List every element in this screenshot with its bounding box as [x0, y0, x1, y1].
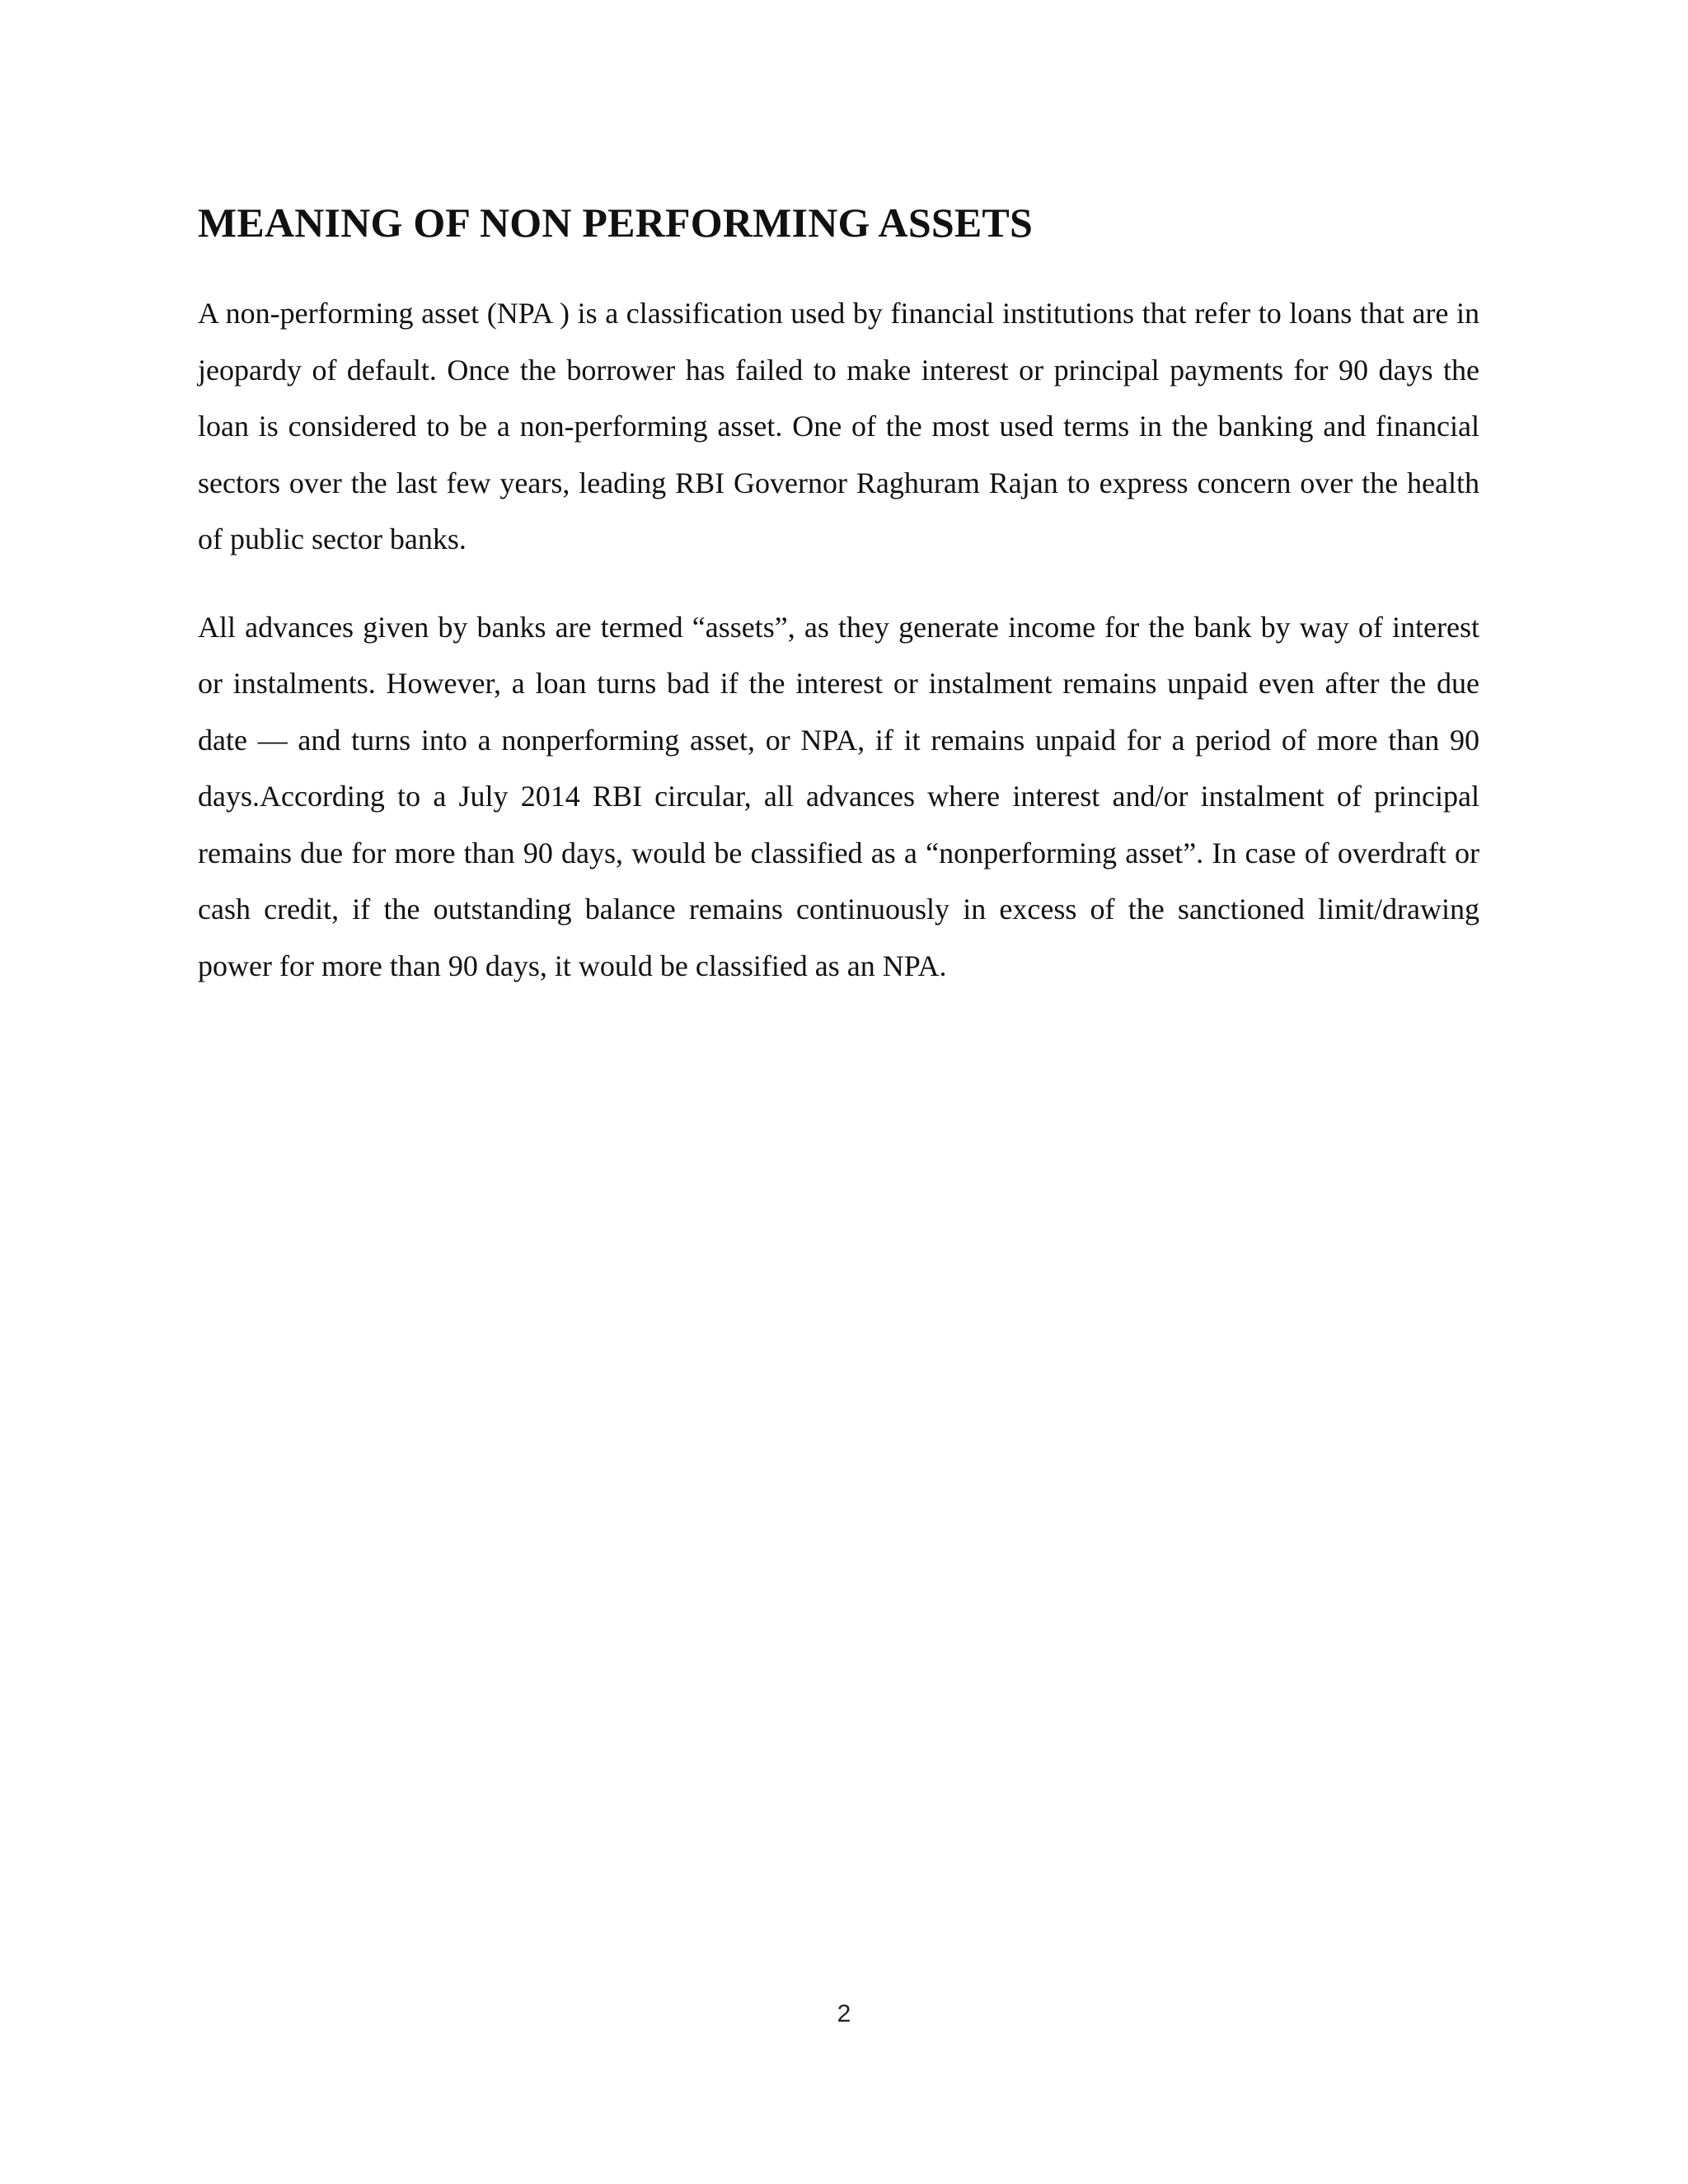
- paragraph-npa-classification: All advances given by banks are termed “assets”, as they generate income for the bank by way of interest or instalments. However, a loan turns bad if the interest or instalment remains unpaid even after the due date — and turns into a nonperforming asset, or NPA, if it remains unpaid for a period of more than 90 days.According to a July 2014 RBI circular, all advances where interest and/or instalment of principal remains due for more than 90 days, would be classified as a “nonperforming asset”. In case of overdraft or cash credit, if the outstanding balance remains continuously in excess of the sanctioned limit/drawing power for more than 90 days, it would be classified as an NPA.: [198, 610, 1479, 982]
- paragraph-npa-definition: A non-performing asset (NPA ) is a classification used by financial institutions that refer to loans that are in jeopardy of default. Once the borrower has failed to make interest or principal payments for 90 days the loan is considered to be a non-performing asset. One of the most used terms in the banking and financial sectors over the last few years, leading RBI Governor Raghuram Rajan to express concern over the health of public sector banks.: [198, 297, 1479, 555]
- page-heading: MEANING OF NON PERFORMING ASSETS: [198, 199, 1033, 246]
- page-content: [198, 194, 1479, 994]
- page-number: 2: [837, 2000, 851, 2027]
